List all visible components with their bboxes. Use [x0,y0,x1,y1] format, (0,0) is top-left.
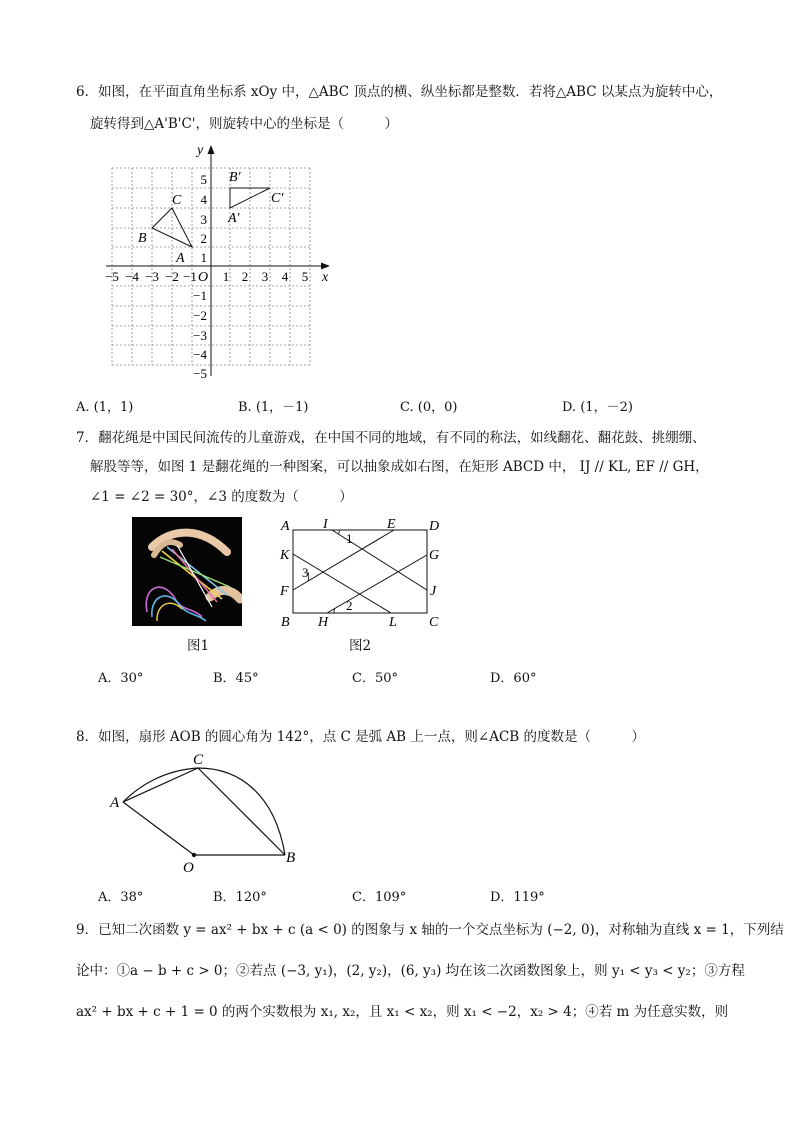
q6-y-tick: −4 [193,347,207,362]
q6-option-c[interactable]: C. (0，0) [400,400,458,415]
q8-point-labels [109,752,295,876]
fig1-caption: 图1 [187,638,210,654]
q8-sector-figure [105,748,305,878]
q6-option-b[interactable]: B. (1，－1) [238,400,309,415]
q7-label-e: E [387,517,396,532]
q6-x-tick: −4 [125,269,139,284]
fig2-caption: 图2 [349,638,372,654]
q7-label-h: H [318,615,329,630]
q6-y-tick: 1 [200,250,207,265]
q6-x-tick: −2 [165,269,179,284]
q6-y-arrow [208,145,215,154]
q6-label-b-prime: B′ [229,170,241,185]
q6-x-tick: 3 [261,269,269,284]
q9-line2: 论中：①a − b + c > 0；②若点 (−3, y₁)，(2, y₂)，(6, y₃) 均在该二次函数图象上，则 y₁ < y₃ < y₂；③方程 [76,963,745,979]
q7-line3: ∠1 = ∠2 = 30°，∠3 的度数为（ ） [90,489,353,505]
q6-x-tick: −3 [145,269,159,284]
q6-label-c-prime: C′ [271,191,284,206]
q7-label-c: C [429,615,439,630]
q6-y-tick: −3 [193,328,207,343]
q7-option-c[interactable]: C．50° [352,671,398,686]
q8-option-b[interactable]: B．120° [213,890,267,905]
q6-origin-label: O [198,270,209,285]
q6-x-tick: 1 [222,269,230,284]
q7-option-a[interactable]: A．30° [98,671,144,686]
q6-label-a-prime: A′ [228,211,240,226]
q6-y-label: y [197,143,204,158]
q6-x-tick: −1 [183,269,197,284]
q7-angle-labels [302,531,353,613]
q7-label-a: A [281,519,290,534]
q6-label-b: B [138,231,147,246]
q7-line1: 7．翻花绳是中国民间流传的儿童游戏，在中国不同的地域，有不同的称法，如线翻花、翻花鼓、挑绷绷、 [76,430,706,446]
q7-label-f: F [280,584,289,599]
segment-cb [198,768,285,855]
q8-option-a[interactable]: A．38° [98,890,144,905]
q6-label-a: A [176,251,185,266]
q7-option-b[interactable]: B．45° [213,671,259,686]
q6-label-c: C [172,193,182,208]
q7-label-g: G [429,548,440,563]
q7-label-i: I [323,517,328,532]
q8-option-d[interactable]: D．119° [490,890,545,905]
q6-y-tick: 5 [200,172,207,187]
q9-line1: 9．已知二次函数 y = ax² + bx + c (a < 0) 的图象与 x 轴的一个交点坐标为 (−2, 0)，对称轴为直线 x = 1，下列结 [76,922,784,938]
q7-line2: 解股等等，如图 1 是翻花绳的一种图案，可以抽象成如右图，在矩形 ABCD 中， IJ // KL, EF // GH， [90,459,709,475]
angle-2-label: 2 [346,598,353,613]
q7-label-l: L [389,615,397,630]
q6-y-tick: −2 [193,308,207,323]
q7-label-j: J [430,584,437,599]
rectangle-abcd [293,530,427,613]
q6-y-tick: −1 [193,288,207,303]
q6-y-tick: 4 [200,192,207,207]
q7-label-b: B [281,615,290,630]
q6-y-tick: −5 [193,366,207,380]
q8-line1: 8．如图，扇形 AOB 的圆心角为 142°，点 C 是弧 AB 上一点，则∠ACB 的度数是（ ） [76,729,645,745]
q7-label-d: D [429,519,440,534]
angle-1-label: 1 [346,531,353,546]
angle-3-label: 3 [302,565,309,580]
q6-option-d[interactable]: D. (1，－2) [562,400,633,415]
q7-option-d[interactable]: D．60° [490,671,537,686]
q9-line3: ax² + bx + c + 1 = 0 的两个实数根为 x₁, x₂，且 x₁ < x₂，则 x₁ < −2，x₂ > 4；④若 m 为任意实数，则 [76,1004,729,1020]
q6-line1: 6．如图，在平面直角坐标系 xOy 中，△ABC 顶点的横、纵坐标都是整数．若将△ABC 以某点为旋转中心， [76,84,723,100]
q6-x-tick: 2 [241,269,249,284]
q6-y-tick: 3 [200,212,207,227]
string-game-photo [132,517,242,626]
q6-x-label: x [322,270,329,285]
angle-1-arc [338,530,340,534]
q6-coordinate-figure [100,140,340,380]
q8-label-b: B [286,850,296,866]
q6-y-tick: 2 [200,231,207,246]
center-point-o [192,853,196,857]
segment-ac [123,768,198,802]
arc-ab [123,768,285,855]
segment-ao [123,802,194,855]
q8-label-o: O [183,860,194,876]
q8-option-c[interactable]: C．109° [352,890,407,905]
q7-rectangle-figure [275,515,445,630]
q6-x-arrow [321,263,330,270]
q6-x-tick: 5 [301,269,309,284]
q7-label-k: K [280,548,290,563]
q8-label-a: A [110,795,120,811]
q6-option-a[interactable]: A. (1，1) [76,400,134,415]
q8-label-c: C [193,752,204,768]
q6-line2: 旋转得到△A'B'C'，则旋转中心的坐标是（ ） [90,116,399,132]
q6-x-tick: 4 [281,269,289,284]
q6-x-tick: −5 [105,269,119,284]
